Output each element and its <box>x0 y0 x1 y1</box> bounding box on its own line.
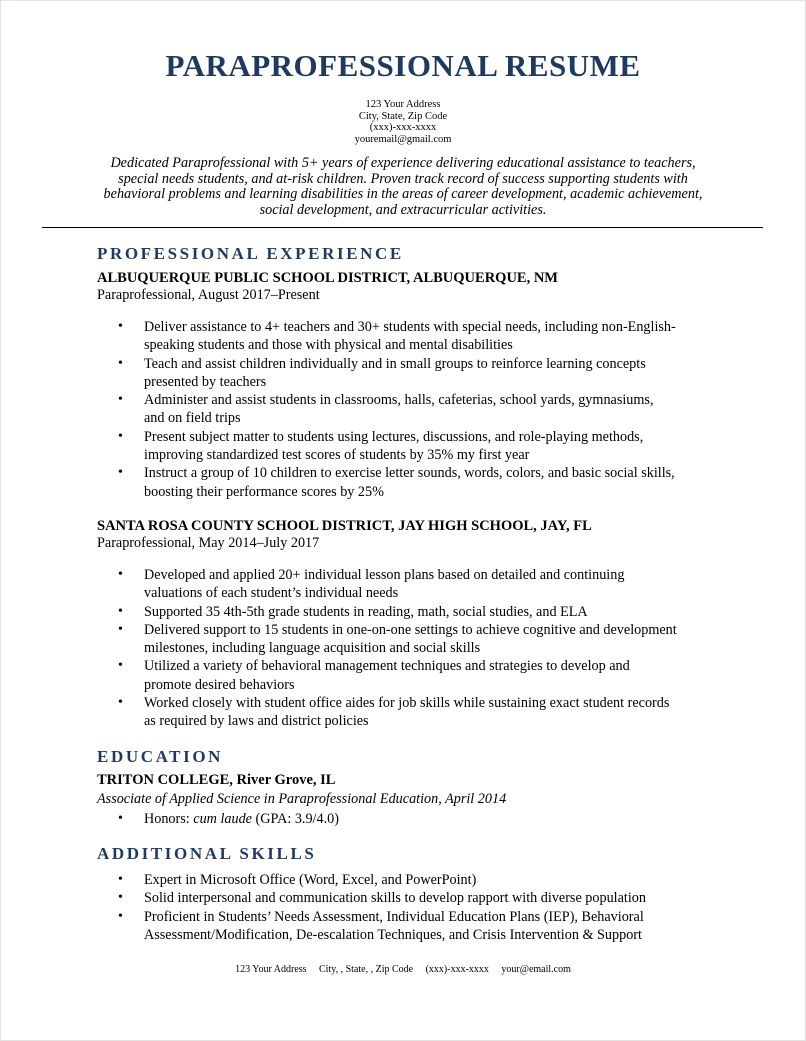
list-item: • Delivered support to 15 students in one-on-one settings to achieve cognitive and development milestones, including language acquisition and social skills <box>97 621 677 658</box>
skills-bullets <box>97 871 717 944</box>
job-1-org: ALBUQUERQUE PUBLIC SCHOOL DISTRICT, ALBUQUERQUE, NM <box>97 270 558 286</box>
list-item <box>97 810 677 828</box>
list-item: • Instruct a group of 10 children to exercise letter sounds, words, colors, and basic social skills, boosting their performance scores by 25% <box>97 464 677 501</box>
skills-heading: ADDITIONAL SKILLS <box>97 844 317 863</box>
list-item: • Present subject matter to students using lectures, discussions, and role-playing methods, improving standardized test scores of students by 35% my first year <box>97 428 677 465</box>
list-item: • Developed and applied 20+ individual lesson plans based on detailed and continuing valuations of each student’s individual needs <box>97 566 677 603</box>
summary-text: Dedicated Paraprofessional with 5+ years of experience delivering educational assistance to teachers, special needs students, and at-risk children. Proven track record of success supporting students with behavioral problems and learning disabilities in the areas of career development, academic achievement, social development, and extracurricular activities. <box>103 155 703 218</box>
job-1-bullets <box>97 318 677 501</box>
job-2-bullets <box>97 566 677 731</box>
education-degree: Associate of Applied Science in Paraprofessional Education, April 2014 <box>97 791 507 807</box>
list-item: • Utilized a variety of behavioral management techniques and strategies to develop and promote desired behaviors <box>97 657 677 694</box>
footer-phone: (xxx)-xxx-xxxx <box>425 964 489 975</box>
list-item: • Solid interpersonal and communication skills to develop rapport with diverse population <box>97 889 717 907</box>
list-item: • Deliver assistance to 4+ teachers and 30+ students with special needs, including non-English-speaking students and those with physical and mental disabilities <box>97 318 677 355</box>
contact-block <box>0 99 806 146</box>
resume-title: PARAPROFESSIONAL RESUME <box>165 48 641 83</box>
list-item: • Expert in Microsoft Office (Word, Excel, and PowerPoint) <box>97 871 717 889</box>
job-2-org: SANTA ROSA COUNTY SCHOOL DISTRICT, JAY HIGH SCHOOL, JAY, FL <box>97 518 592 534</box>
education-school: TRITON COLLEGE, River Grove, IL <box>97 772 336 788</box>
contact-email: youremail@gmail.com <box>354 134 452 146</box>
job-1-role: Paraprofessional, August 2017–Present <box>97 287 320 303</box>
footer-address: 123 Your Address <box>235 964 307 975</box>
footer-contact <box>0 964 806 975</box>
education-heading: EDUCATION <box>97 747 224 766</box>
footer-city: City, , State, , Zip Code <box>319 964 414 975</box>
honors-gpa: (GPA: 3.9/4.0) <box>251 811 339 827</box>
contact-address: 123 Your Address <box>365 99 441 110</box>
list-item: • Teach and assist children individually and in small groups to reinforce learning concepts presented by teachers <box>97 355 677 392</box>
contact-phone: (xxx)-xxx-xxxx <box>369 122 437 134</box>
experience-heading: PROFESSIONAL EXPERIENCE <box>97 244 404 263</box>
education-bullets <box>97 810 677 828</box>
header-divider <box>42 227 763 228</box>
footer-email: your@email.com <box>501 964 571 975</box>
job-2-role: Paraprofessional, May 2014–July 2017 <box>97 535 320 551</box>
contact-city: City, State, Zip Code <box>358 110 448 122</box>
honors-value: cum laude <box>193 811 252 827</box>
honors-label: Honors: <box>144 811 194 827</box>
list-item: • Supported 35 4th-5th grade students in reading, math, social studies, and ELA <box>97 603 677 621</box>
list-item: • Administer and assist students in classrooms, halls, cafeterias, school yards, gymnasiums, and on field trips <box>97 391 677 428</box>
list-item: • Worked closely with student office aides for job skills while sustaining exact student records as required by laws and district policies <box>97 694 677 731</box>
list-item: • Proficient in Students’ Needs Assessment, Individual Education Plans (IEP), Behavioral Assessment/Modification, De-escalation Techniques, and Crisis Intervention & Support <box>97 908 717 945</box>
